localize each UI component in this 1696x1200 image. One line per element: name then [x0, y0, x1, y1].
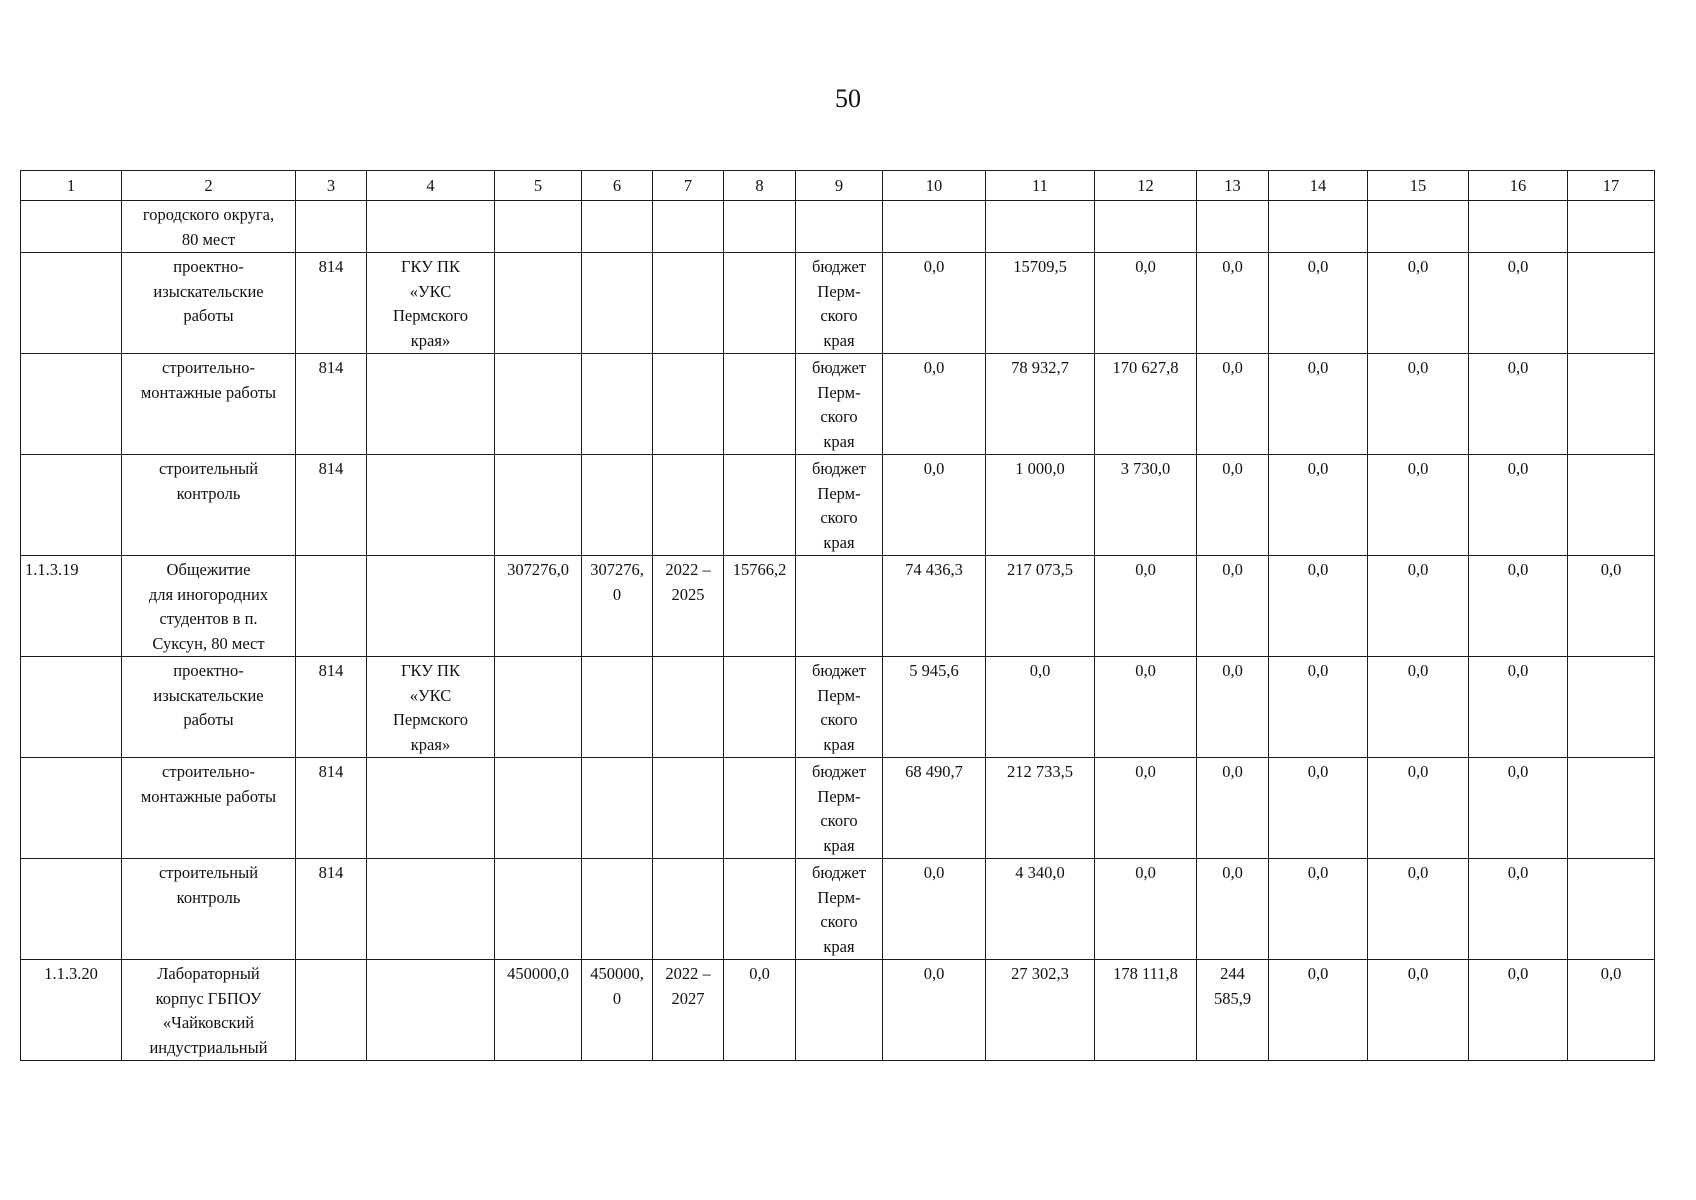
table-cell [367, 960, 495, 1061]
table-cell: 0,0 [1095, 657, 1197, 758]
table-cell [653, 354, 724, 455]
column-number-header: 13 [1197, 171, 1269, 201]
table-cell: 0,0 [1368, 657, 1469, 758]
table-cell [796, 960, 883, 1061]
table-cell: 0,0 [1269, 556, 1368, 657]
table-cell [296, 201, 367, 253]
column-number-header: 16 [1469, 171, 1568, 201]
table-cell: 814 [296, 657, 367, 758]
table-cell [653, 758, 724, 859]
table-cell: 0,0 [1469, 455, 1568, 556]
table-cell [495, 253, 582, 354]
table-cell: 2022 – 2025 [653, 556, 724, 657]
table-cell: 0,0 [1269, 455, 1368, 556]
table-cell [367, 556, 495, 657]
page-number: 50 [835, 84, 861, 113]
table-cell: 0,0 [1269, 960, 1368, 1061]
table-cell [367, 758, 495, 859]
table-cell: 0,0 [1269, 253, 1368, 354]
table-cell: 0,0 [1469, 758, 1568, 859]
table-cell [296, 556, 367, 657]
table-cell: проектно- изыскательские работы [122, 657, 296, 758]
column-number-header: 15 [1368, 171, 1469, 201]
table-cell: 0,0 [1469, 556, 1568, 657]
table-cell [653, 859, 724, 960]
table-cell: 0,0 [1197, 859, 1269, 960]
table-cell: 0,0 [1469, 354, 1568, 455]
column-number-header: 14 [1269, 171, 1368, 201]
column-number-header: 8 [724, 171, 796, 201]
table-cell: бюджет Перм- ского края [796, 657, 883, 758]
table-cell: 0,0 [724, 960, 796, 1061]
table-cell [367, 455, 495, 556]
column-number-header: 11 [986, 171, 1095, 201]
table-cell: 814 [296, 455, 367, 556]
table-cell [883, 201, 986, 253]
table-cell: 0,0 [883, 455, 986, 556]
table-cell [582, 859, 653, 960]
table-cell [495, 455, 582, 556]
column-number-header: 4 [367, 171, 495, 201]
table-cell [1269, 201, 1368, 253]
table-cell: строительный контроль [122, 455, 296, 556]
table-cell: 0,0 [883, 253, 986, 354]
table-row [21, 455, 1655, 556]
table-cell: 0,0 [1095, 859, 1197, 960]
table-cell: 814 [296, 758, 367, 859]
table-cell: городского округа, 80 мест [122, 201, 296, 253]
table-cell: 0,0 [1197, 253, 1269, 354]
table-row [21, 201, 1655, 253]
column-number-header: 2 [122, 171, 296, 201]
table-cell [495, 859, 582, 960]
table-cell [1568, 758, 1655, 859]
table-row [21, 960, 1655, 1061]
table-cell: 0,0 [1368, 354, 1469, 455]
table-cell [367, 354, 495, 455]
table-cell: 0,0 [1269, 354, 1368, 455]
table-cell [1469, 201, 1568, 253]
table-cell: строительный контроль [122, 859, 296, 960]
table-cell [495, 354, 582, 455]
table-cell: 0,0 [1368, 758, 1469, 859]
table-cell: ГКУ ПК «УКС Пермского края» [367, 657, 495, 758]
table-cell: бюджет Перм- ского края [796, 455, 883, 556]
table-row [21, 758, 1655, 859]
table-cell: 307276,0 [495, 556, 582, 657]
table-cell: 1 000,0 [986, 455, 1095, 556]
table-cell [21, 758, 122, 859]
table-cell [653, 201, 724, 253]
column-number-header: 10 [883, 171, 986, 201]
table-cell: 178 111,8 [1095, 960, 1197, 1061]
table-cell [495, 201, 582, 253]
table-cell: бюджет Перм- ского края [796, 859, 883, 960]
table-cell: 450000, 0 [582, 960, 653, 1061]
table-cell [724, 455, 796, 556]
table-cell [582, 455, 653, 556]
table-cell: 0,0 [1269, 657, 1368, 758]
table-cell [495, 758, 582, 859]
table-cell [1568, 657, 1655, 758]
table-cell: 170 627,8 [1095, 354, 1197, 455]
table-cell [582, 201, 653, 253]
table-cell [1095, 201, 1197, 253]
table-cell: 0,0 [1197, 354, 1269, 455]
table-cell: 0,0 [1368, 960, 1469, 1061]
table-cell [724, 253, 796, 354]
table-cell [1568, 859, 1655, 960]
table-row [21, 556, 1655, 657]
table-cell [1568, 201, 1655, 253]
table-cell [495, 657, 582, 758]
table-cell [367, 859, 495, 960]
table-cell: 0,0 [1197, 556, 1269, 657]
table-cell [21, 455, 122, 556]
table-cell: 0,0 [1197, 758, 1269, 859]
table-cell: 2022 – 2027 [653, 960, 724, 1061]
table-cell: 244 585,9 [1197, 960, 1269, 1061]
column-number-header: 17 [1568, 171, 1655, 201]
table-cell: 0,0 [1469, 960, 1568, 1061]
table-cell: 5 945,6 [883, 657, 986, 758]
table-cell: бюджет Перм- ского края [796, 253, 883, 354]
table-cell [582, 253, 653, 354]
table-cell: 0,0 [1368, 253, 1469, 354]
table-cell: 0,0 [1197, 455, 1269, 556]
table-cell: 217 073,5 [986, 556, 1095, 657]
table-cell: строительно- монтажные работы [122, 354, 296, 455]
table-cell [796, 556, 883, 657]
table-cell: Лабораторный корпус ГБПОУ «Чайковский индустриальный [122, 960, 296, 1061]
table-cell: бюджет Перм- ского края [796, 758, 883, 859]
table-cell: 1.1.3.20 [21, 960, 122, 1061]
table-cell: ГКУ ПК «УКС Пермского края» [367, 253, 495, 354]
table-cell [582, 354, 653, 455]
table-cell [1197, 201, 1269, 253]
table-cell [724, 859, 796, 960]
table-cell: 0,0 [986, 657, 1095, 758]
column-number-header: 6 [582, 171, 653, 201]
table-cell [1368, 201, 1469, 253]
table-cell [21, 201, 122, 253]
table-cell: 212 733,5 [986, 758, 1095, 859]
table-cell [296, 960, 367, 1061]
table-cell [21, 657, 122, 758]
column-number-header: 5 [495, 171, 582, 201]
table-cell: Общежитие для иногородних студентов в п. Суксун, 80 мест [122, 556, 296, 657]
budget-table [20, 170, 1655, 1061]
table-cell: 0,0 [1368, 556, 1469, 657]
table-row [21, 859, 1655, 960]
table-cell: 4 340,0 [986, 859, 1095, 960]
table-cell [21, 253, 122, 354]
table-cell: 0,0 [1269, 758, 1368, 859]
table-cell: 0,0 [1368, 455, 1469, 556]
table-cell [986, 201, 1095, 253]
table-cell: 450000,0 [495, 960, 582, 1061]
column-number-header: 1 [21, 171, 122, 201]
table-cell: 0,0 [883, 960, 986, 1061]
table-cell: 0,0 [1469, 859, 1568, 960]
table-cell [1568, 253, 1655, 354]
table-cell [724, 657, 796, 758]
table-cell [582, 657, 653, 758]
table-cell: 0,0 [1469, 657, 1568, 758]
table-cell [796, 201, 883, 253]
table-cell: 0,0 [1197, 657, 1269, 758]
table-cell: 307276, 0 [582, 556, 653, 657]
table-cell [1568, 455, 1655, 556]
table-cell: 0,0 [1368, 859, 1469, 960]
table-cell [21, 859, 122, 960]
table-cell [1568, 354, 1655, 455]
table-row [21, 657, 1655, 758]
column-number-header-row [21, 171, 1655, 201]
column-number-header: 3 [296, 171, 367, 201]
table-cell [653, 253, 724, 354]
table-cell: 15709,5 [986, 253, 1095, 354]
table-cell [724, 354, 796, 455]
table-cell: 1.1.3.19 [21, 556, 122, 657]
table-cell: 0,0 [1568, 556, 1655, 657]
table-cell: 27 302,3 [986, 960, 1095, 1061]
table-cell: 3 730,0 [1095, 455, 1197, 556]
table-cell [367, 201, 495, 253]
table-cell: 0,0 [1568, 960, 1655, 1061]
table-cell: 0,0 [1469, 253, 1568, 354]
table-cell: бюджет Перм- ского края [796, 354, 883, 455]
table-cell: 74 436,3 [883, 556, 986, 657]
table-cell: 78 932,7 [986, 354, 1095, 455]
table-cell [724, 201, 796, 253]
table-cell [653, 455, 724, 556]
table-cell: строительно- монтажные работы [122, 758, 296, 859]
table-cell [582, 758, 653, 859]
column-number-header: 7 [653, 171, 724, 201]
table-cell [653, 657, 724, 758]
table-cell: 814 [296, 253, 367, 354]
table-cell: 0,0 [1095, 253, 1197, 354]
table-cell: 0,0 [883, 859, 986, 960]
table-cell [724, 758, 796, 859]
table-cell: 814 [296, 859, 367, 960]
column-number-header: 9 [796, 171, 883, 201]
table-cell: 15766,2 [724, 556, 796, 657]
table-cell: 0,0 [1095, 556, 1197, 657]
table-cell: 0,0 [883, 354, 986, 455]
table-row [21, 253, 1655, 354]
table-cell: 0,0 [1269, 859, 1368, 960]
table-cell [21, 354, 122, 455]
table-row [21, 354, 1655, 455]
column-number-header: 12 [1095, 171, 1197, 201]
table-cell: 68 490,7 [883, 758, 986, 859]
table-cell: проектно- изыскательские работы [122, 253, 296, 354]
table-cell: 814 [296, 354, 367, 455]
table-cell: 0,0 [1095, 758, 1197, 859]
